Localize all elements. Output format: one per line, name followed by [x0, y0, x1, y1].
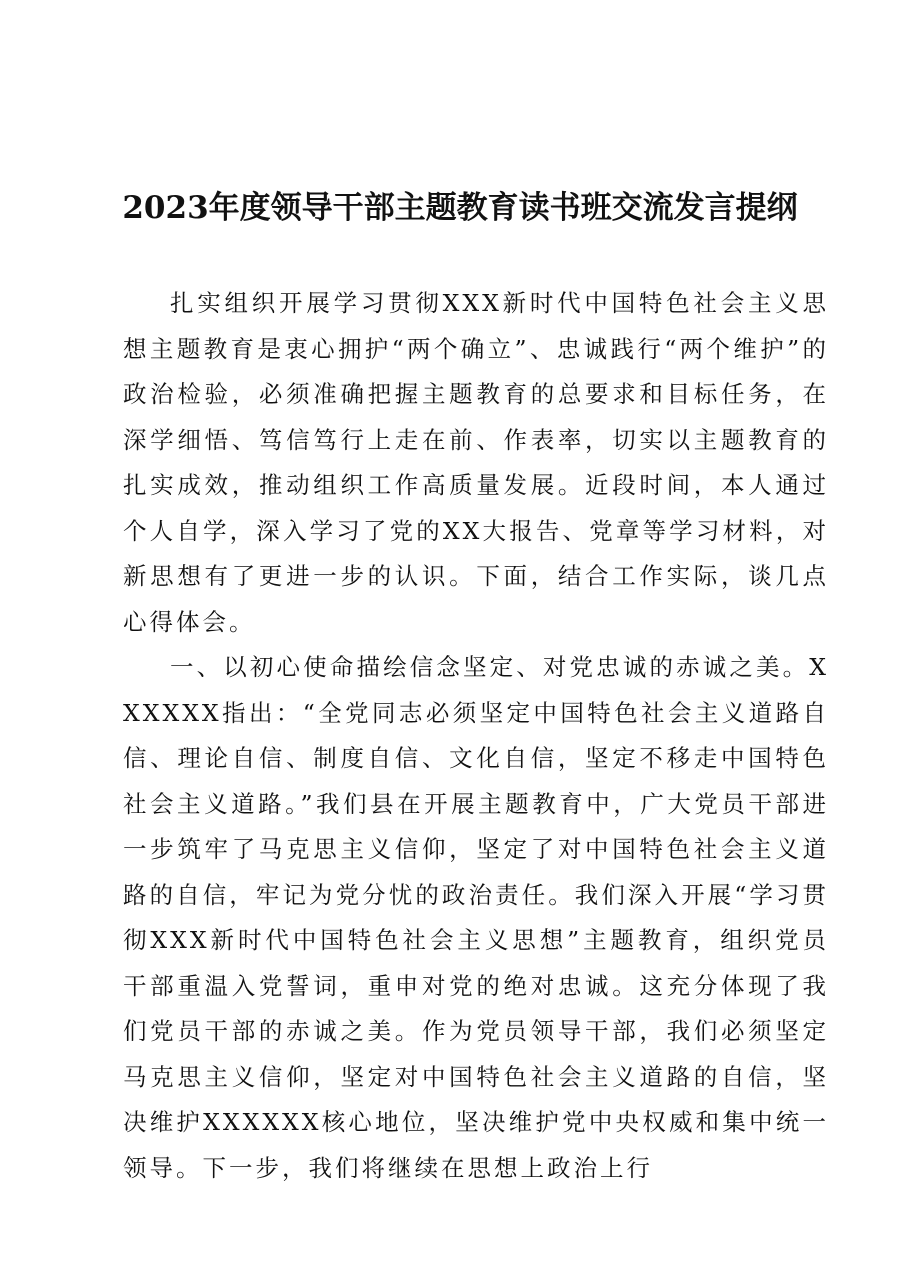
paragraph-section-one: 一、以初心使命描绘信念坚定、对党忠诚的赤诚之美。XXXXXX指出：“全党同志必须坚定中国特色社会主义道路自信、理论自信、制度自信、文化自信，坚定不移走中国特色社会主义道路。”我们县在开展主题教育中，广大党员干部进一步筑牢了马克思主义信仰，坚定了对中国特色社会主义道路的自信，牢记为党分忧的政治责任。我们深入开展“学习贯彻XXX新时代中国特色社会主义思想”主题教育，组织党员干部重温入党誓词，重申对党的绝对忠诚。这充分体现了我们党员干部的赤诚之美。作为党员领导干部，我们必须坚定马克思主义信仰，坚定对中国特色社会主义道路的自信，坚决维护XXXXXX核心地位，坚决维护党中央权威和集中统一领导。下一步，我们将继续在思想上政治上行 — [123, 653, 830, 1182]
paragraph-intro: 扎实组织开展学习贯彻XXX新时代中国特色社会主义思想主题教育是衷心拥护“两个确立”、忠诚践行“两个维护”的政治检验，必须准确把握主题教育的总要求和目标任务，在深学细悟、笃信笃行上走在前、作表率，切实以主题教育的扎实成效，推动组织工作高质量发展。近段时间，本人通过个人自学，深入学习了党的XX大报告、党章等学习材料，对新思想有了更进一步的认识。下面，结合工作实际，谈几点心得体会。 — [123, 289, 829, 636]
document-body — [123, 281, 829, 1191]
document-title: 2023年度领导干部主题教育读书班交流发言提纲 — [122, 190, 798, 226]
